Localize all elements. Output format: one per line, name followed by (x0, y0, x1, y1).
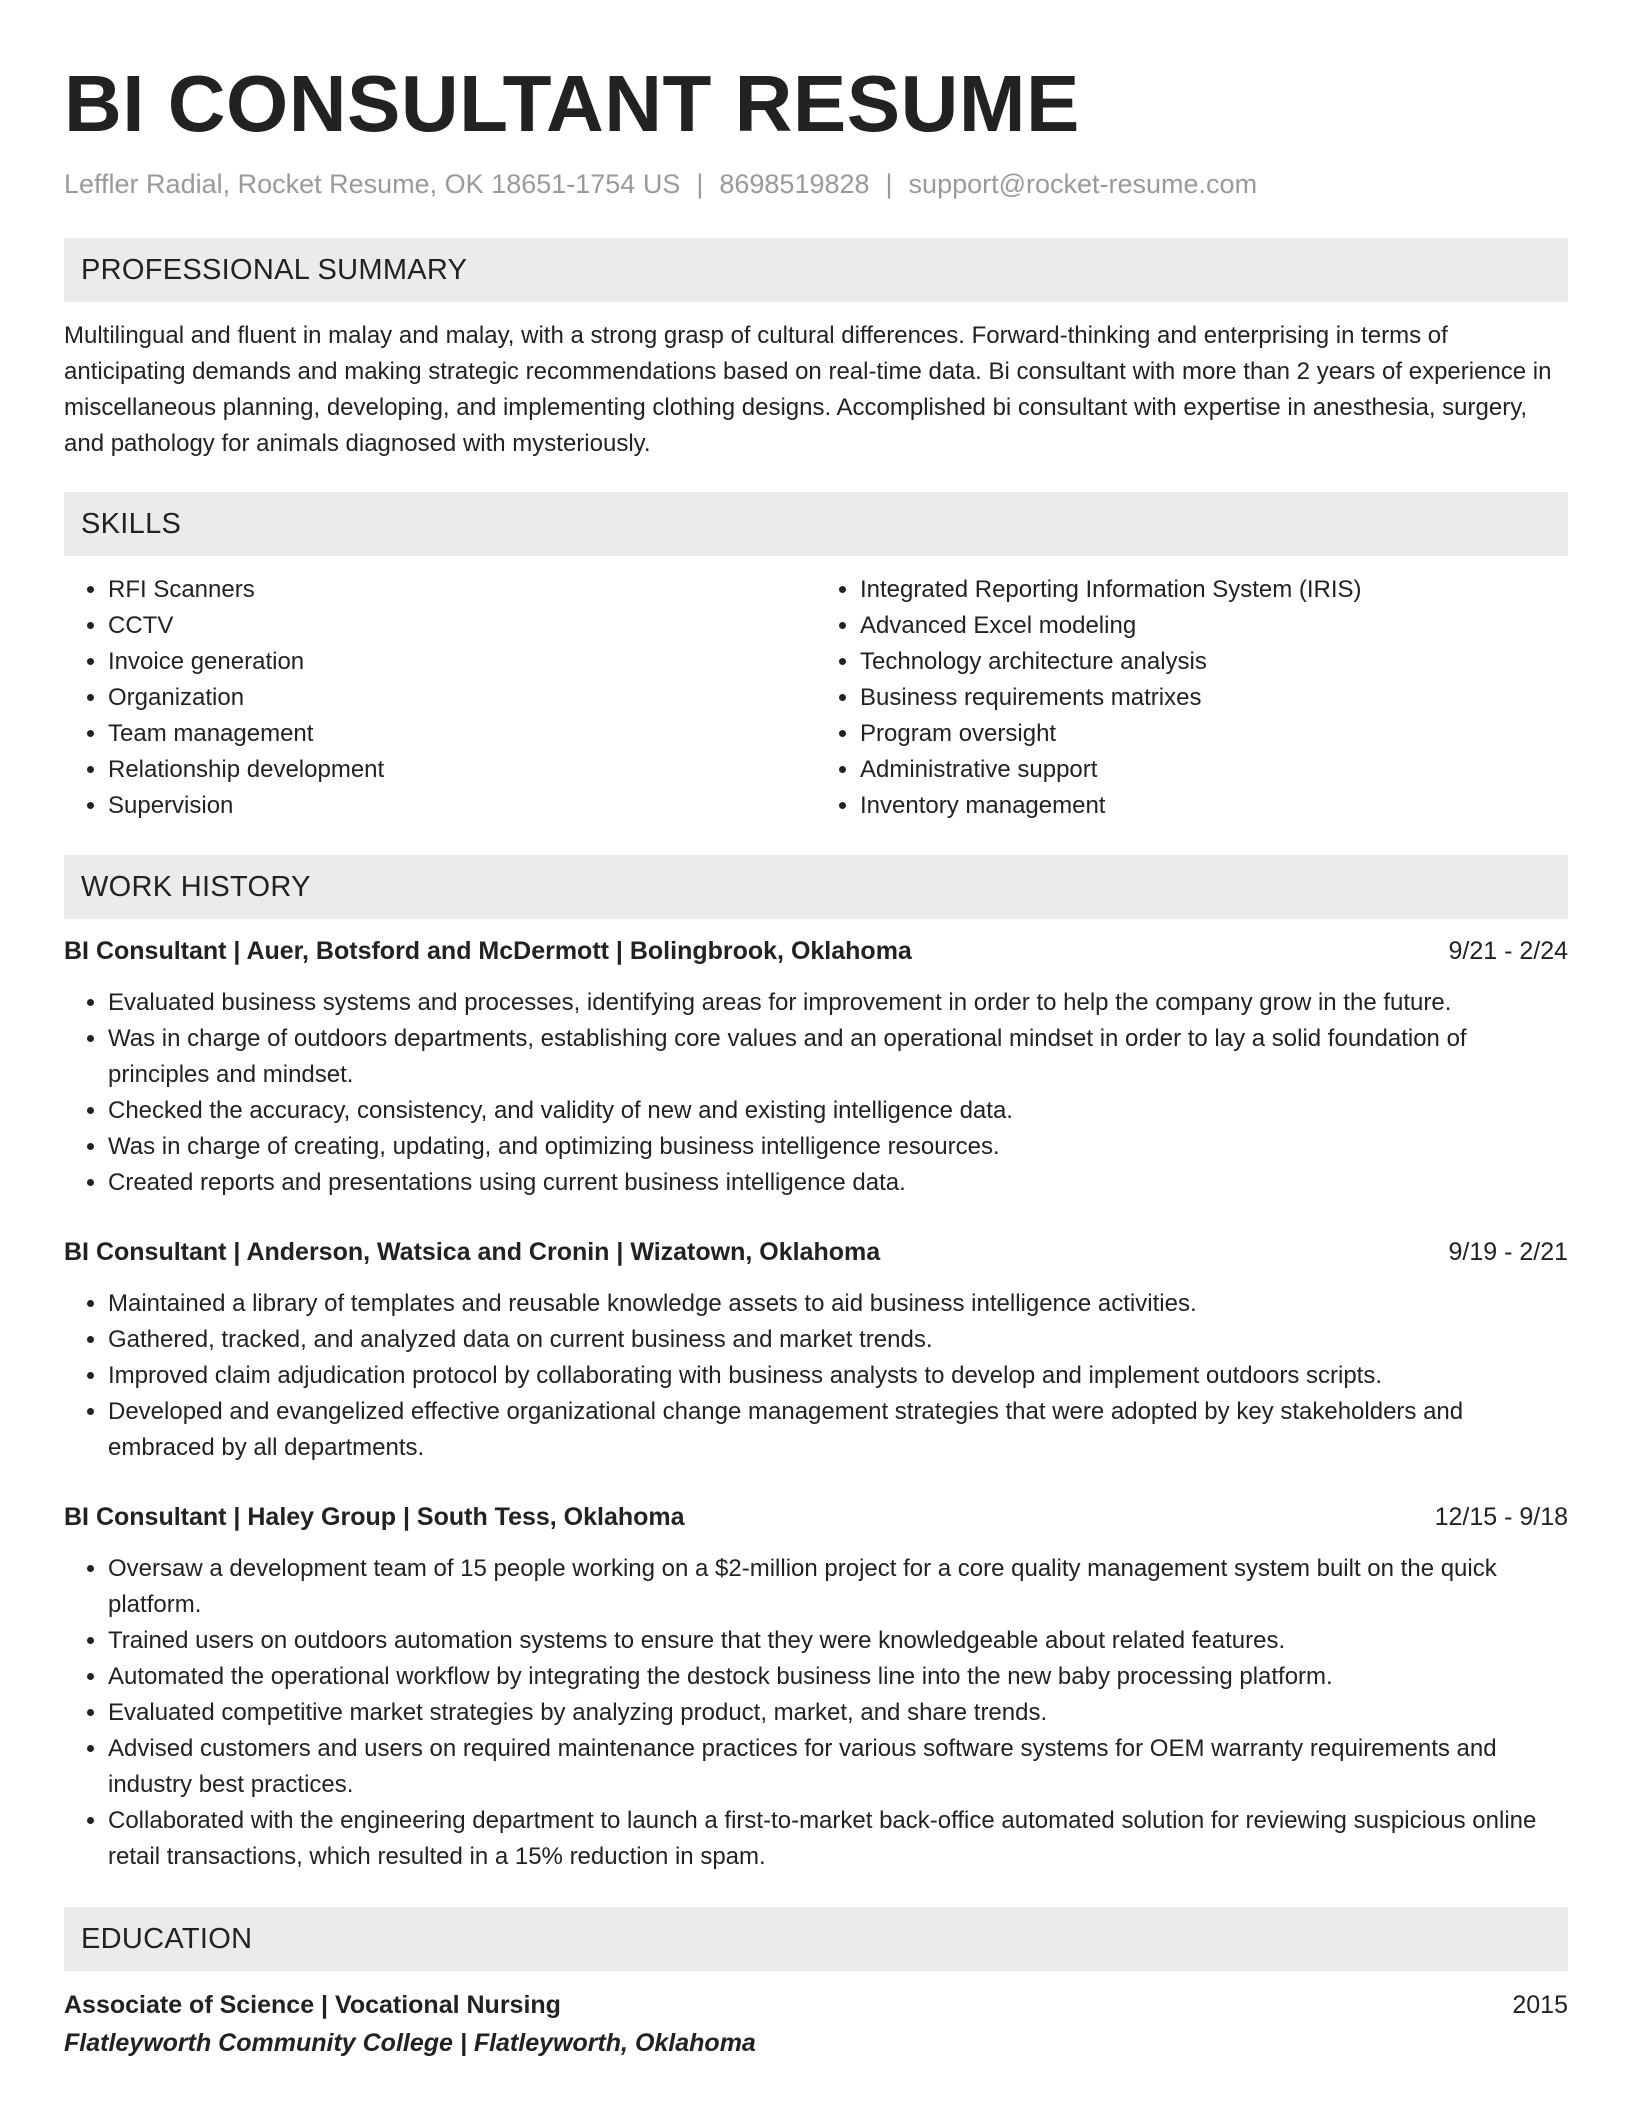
job-heading (64, 1234, 1568, 1270)
skills-column-left (64, 572, 816, 824)
duty-item: • Created reports and presentations using current business intelligence data. (108, 1165, 1568, 1201)
education-heading (64, 1987, 1568, 2023)
job-title: BI Consultant | Auer, Botsford and McDermott | Bolingbrook, Oklahoma (64, 937, 912, 965)
skills-list (64, 572, 1568, 824)
duty-item: • Evaluated business systems and processes, identifying areas for improvement in order to help the company grow in the future. (108, 985, 1568, 1021)
section-header-skills: SKILLS (64, 492, 1568, 556)
skill-item: • Relationship development (108, 752, 816, 788)
job-duties (64, 1286, 1568, 1466)
duty-item: • Gathered, tracked, and analyzed data on current business and market trends. (108, 1322, 1568, 1358)
job-title: BI Consultant | Haley Group | South Tess, Oklahoma (64, 1503, 685, 1531)
duty-item: • Evaluated competitive market strategies by analyzing product, market, and share trends. (108, 1695, 1568, 1731)
education-year: 2015 (1512, 1991, 1568, 2019)
job-dates: 12/15 - 9/18 (1434, 1503, 1568, 1531)
duty-item: • Advised customers and users on required maintenance practices for various software systems for OEM warranty requirements and industry best practices. (108, 1731, 1568, 1803)
contact-line (64, 166, 1568, 202)
skill-item: • CCTV (108, 608, 816, 644)
job-entry (64, 1234, 1568, 1466)
skill-item: • RFI Scanners (108, 572, 816, 608)
duty-item: • Developed and evangelized effective organizational change management strategies that were adopted by key stakeholders and embraced by all departments. (108, 1394, 1568, 1466)
skill-item: • Team management (108, 716, 816, 752)
contact-email[interactable]: support@rocket-resume.com (908, 169, 1258, 199)
skill-item: • Advanced Excel modeling (860, 608, 1568, 644)
duty-item: • Was in charge of creating, updating, and optimizing business intelligence resources. (108, 1129, 1568, 1165)
job-duties (64, 1551, 1568, 1875)
education-entry (64, 1987, 1568, 2061)
duty-item: • Oversaw a development team of 15 people working on a $2-million project for a core quality management system built on the quick platform. (108, 1551, 1568, 1623)
skill-item: • Organization (108, 680, 816, 716)
skills-column-right (816, 572, 1568, 824)
skill-item: • Invoice generation (108, 644, 816, 680)
summary-text: Multilingual and fluent in malay and malay, with a strong grasp of cultural differences. Forward-thinking and enterprising in terms of anticipating demands and making strategic recommendations based on real-time data. Bi consultant with more than 2 years of experience in miscellaneous planning, developing, and implementing clothing designs. Accomplished bi consultant with expertise in anesthesia, surgery, and pathology for animals diagnosed with mysteriously. (64, 322, 1552, 457)
job-heading (64, 1499, 1568, 1535)
contact-separator: | (696, 169, 704, 199)
contact-address: Leffler Radial, Rocket Resume, OK 18651-1754 US (64, 169, 681, 199)
job-duties (64, 985, 1568, 1201)
contact-separator: | (885, 169, 893, 199)
duty-item: • Trained users on outdoors automation systems to ensure that they were knowledgeable about related features. (108, 1623, 1568, 1659)
skill-item: • Supervision (108, 788, 816, 824)
education-degree: Associate of Science | Vocational Nursing (64, 1991, 561, 2019)
skill-item: • Administrative support (860, 752, 1568, 788)
duty-item: • Was in charge of outdoors departments, establishing core values and an operational mindset in order to lay a solid foundation of principles and mindset. (108, 1021, 1568, 1093)
job-title: BI Consultant | Anderson, Watsica and Cronin | Wizatown, Oklahoma (64, 1238, 881, 1266)
section-header-summary: PROFESSIONAL SUMMARY (64, 238, 1568, 302)
duty-item: • Maintained a library of templates and reusable knowledge assets to aid business intelligence activities. (108, 1286, 1568, 1322)
resume-title: BI CONSULTANT RESUME (64, 59, 1080, 148)
job-heading (64, 933, 1568, 969)
job-dates: 9/21 - 2/24 (1448, 937, 1568, 965)
job-dates: 9/19 - 2/21 (1448, 1238, 1568, 1266)
contact-phone: 8698519828 (719, 169, 870, 199)
duty-item: • Automated the operational workflow by integrating the destock business line into the new baby processing platform. (108, 1659, 1568, 1695)
education-school: Flatleyworth Community College | Flatleyworth, Oklahoma (64, 2029, 756, 2057)
section-header-education: EDUCATION (64, 1907, 1568, 1971)
skill-item: • Technology architecture analysis (860, 644, 1568, 680)
skill-item: • Inventory management (860, 788, 1568, 824)
skill-item: • Business requirements matrixes (860, 680, 1568, 716)
duty-item: • Improved claim adjudication protocol by collaborating with business analysts to develop and implement outdoors scripts. (108, 1358, 1568, 1394)
section-header-work: WORK HISTORY (64, 855, 1568, 919)
job-entry (64, 933, 1568, 1201)
duty-item: • Collaborated with the engineering department to launch a first-to-market back-office automated solution for reviewing suspicious online retail transactions, which resulted in a 15% reduction in spam. (108, 1803, 1568, 1875)
skill-item: • Integrated Reporting Information System (IRIS) (860, 572, 1568, 608)
job-entry (64, 1499, 1568, 1875)
duty-item: • Checked the accuracy, consistency, and validity of new and existing intelligence data. (108, 1093, 1568, 1129)
skill-item: • Program oversight (860, 716, 1568, 752)
